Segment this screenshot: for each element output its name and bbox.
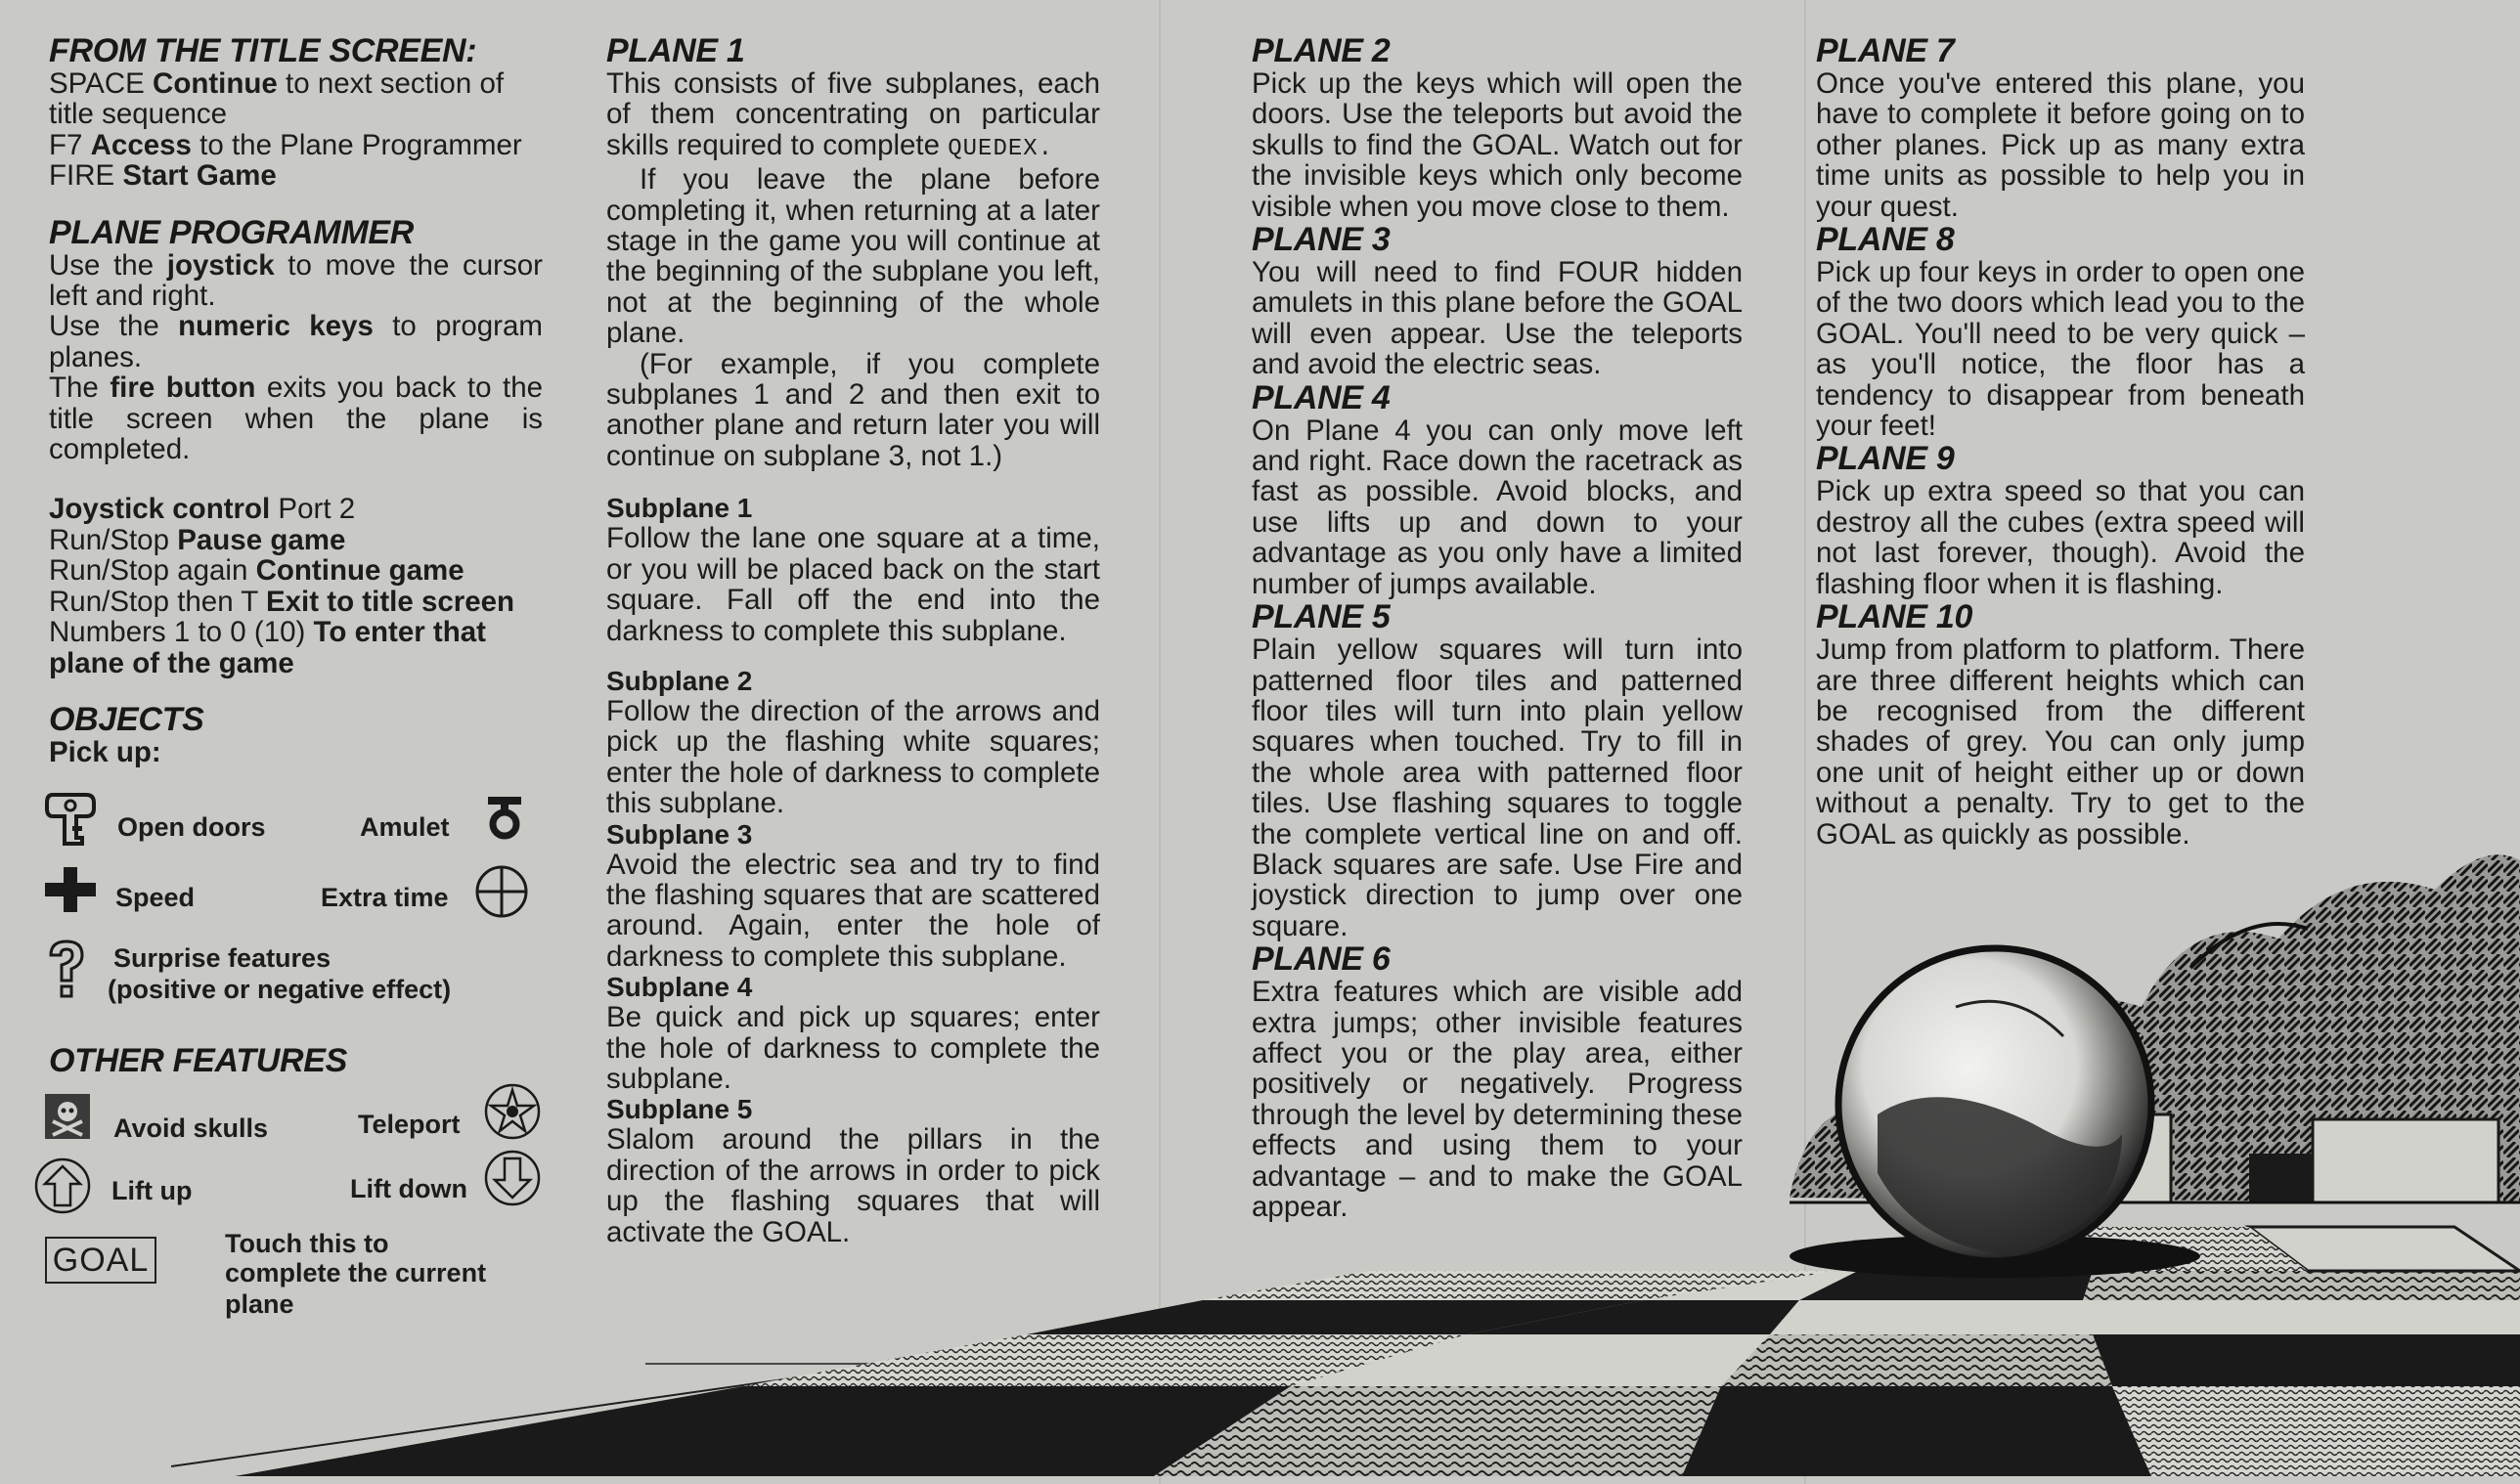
subplane4-text: Be quick and pick up squares; enter the hole of darkness to complete the subplane. [606,1001,1100,1095]
speed-label: Speed [115,883,196,913]
plane10-heading: PLANE 10 [1816,598,1973,636]
subplane2-heading: Subplane 2 [606,665,753,696]
pickup-label: Pick up: [49,735,161,768]
programmer-fire: The fire button exits you back to the title screen when the plane is completed. [49,371,544,466]
plane3-text: You will need to find FOUR hidden amulets in this plane before the GOAL will even appear. Use the teleports and avoid the electric seas. [1252,256,1743,381]
avoid-skulls-label: Avoid skulls [113,1113,269,1144]
lift-up-icon [33,1157,92,1215]
extra-time-icon [473,863,530,920]
lift-down-label: Lift down [350,1174,467,1204]
plus-icon [43,865,98,914]
plane8-heading: PLANE 8 [1816,221,1955,259]
legend-row-surprise [49,934,543,1016]
column-plane1 [606,33,1100,1247]
plane2-text: Pick up the keys which will open the doors. Use the teleports but avoid the skulls to find the GOAL. Watch out for the invisible keys which only become visible when you move close to them. [1252,67,1743,223]
subplane1-text: Follow the lane one square at a time, or you will be placed back on the start square. Fall off the end into the darkness to complete this subplane. [606,522,1100,647]
extra-time-label: Extra time [321,883,449,913]
subplane5-text: Slalom around the pillars in the direction of the arrows in order to pick up the flashing squares that will activate the GOAL. [606,1123,1100,1248]
subplane4-heading: Subplane 4 [606,972,753,1003]
amulet-icon [484,793,525,840]
plane7-text: Once you've entered this plane, you have to complete it before going on to other planes. Pick up as many extra time units as possible to help you in your quest. [1816,67,2305,223]
control-exit: Run/Stop then T Exit to title screen [49,585,515,618]
title-screen-heading: FROM THE TITLE SCREEN: [49,32,477,69]
amulet-label: Amulet [360,812,450,843]
teleport-icon [483,1082,542,1141]
legend-row-lifts [49,1162,543,1229]
objects-heading: OBJECTS [49,700,204,738]
skull-icon [43,1092,92,1141]
other-features-heading: OTHER FEATURES [49,1042,347,1080]
key-icon [43,787,104,848]
plane9-heading: PLANE 9 [1816,440,1955,478]
teleport-label: Teleport [358,1110,461,1140]
plane4-text: On Plane 4 you can only move left and right. Race down the racetrack as fast as possible. Avoid blocks, and use lifts up and down to your advantage as you only have a limited number of jumps available. [1252,414,1743,600]
legend-row-goal [49,1229,543,1319]
control-joystick: Joystick control Port 2 [49,493,356,526]
legend-row-keys [49,793,543,863]
control-numbers: Numbers 1 to 0 (10) To enter that plane of the game [49,616,486,679]
plane2-heading: PLANE 2 [1252,32,1391,69]
legend-row-skulls [49,1094,543,1162]
programmer-joystick: Use the joystick to move the cursor left and right. [49,248,543,313]
subplane1-heading: Subplane 1 [606,493,753,524]
title-line-f7: F7 Access to the Plane Programmer [49,128,522,161]
plane8-text: Pick up four keys in order to open one of the two doors which lead you to the GOAL. You'll need to be very quick – as you'll notice, the floor has a tendency to disappear from beneath your feet! [1816,256,2305,443]
plane3-heading: PLANE 3 [1252,221,1391,259]
title-line-fire: FIRE Start Game [49,159,277,193]
plane10-text: Jump from platform to platform. There are three different heights which can be recognised from the different shades of grey. You can only jump one unit of height either up or down without a penalty. Try to get to the GOAL as quickly as possible. [1816,633,2305,851]
plane5-heading: PLANE 5 [1252,598,1391,636]
column-planes-2-6 [1252,33,1743,1222]
title-line-space: SPACE Continue to next section of title sequence [49,67,505,131]
subplane3-text: Avoid the electric sea and try to find the flashing squares that are scattered around. Again, enter the hole of darkness to complete this subplane. [606,848,1100,973]
legend-row-speed [49,863,543,934]
control-pause: Run/Stop Pause game [49,523,346,556]
subplane2-text: Follow the direction of the arrows and pick up the flashing white squares; enter the hole of darkness to complete this subplane. [606,694,1100,820]
subplane5-heading: Subplane 5 [606,1094,753,1125]
plane5-text: Plain yellow squares will turn into patterned floor tiles and patterned floor tiles will turn into plain yellow squares when touched. Try to fill in the whole area with patterned floor tiles. Use flashing squares to toggle the complete vertical line on and off. Black squares are safe. Use Fire and joystick direction to jump over one square. [1252,633,1743,942]
lift-down-icon [483,1149,542,1207]
plane6-text: Extra features which are visible add extra jumps; other invisible features affect you or the play area, either positively or negatively. Progress through the level by determining these effects and using them to your advantage – and to make the GOAL appear. [1252,976,1743,1223]
plane-programmer-heading: PLANE PROGRAMMER [49,213,414,251]
subplane3-heading: Subplane 3 [606,818,753,850]
programmer-numeric: Use the numeric keys to program planes. [49,310,543,373]
lift-up-label: Lift up [111,1176,193,1206]
plane1-para2: If you leave the plane before completing it, when returning at a later stage in the game you will continue at the beginning of the subplane you left, not at the beginning of the whole plane. [606,163,1100,350]
surprise-effect-label: (positive or negative effect) [108,975,452,1005]
plane1-para3: (For example, if you complete subplanes 1 and 2 and then exit to another plane and return later you will continue on subplane 3, not 1.) [606,347,1100,472]
plane1-heading: PLANE 1 [606,32,745,69]
goal-desc-2: complete the current plane [225,1258,487,1319]
plane4-heading: PLANE 4 [1252,378,1391,416]
plane1-intro: This consists of five subplanes, each of them concentrating on particular skills required to complete QUEDEX. [606,67,1100,162]
goal-box: GOAL [45,1237,156,1284]
goal-desc-1: Touch this to [225,1229,389,1259]
open-doors-label: Open doors [117,812,266,843]
column-planes-7-10 [1816,33,2305,850]
plane6-heading: PLANE 6 [1252,940,1391,979]
column-controls [49,32,544,1319]
surprise-label: Surprise features [113,943,332,974]
plane9-text: Pick up extra speed so that you can destroy all the cubes (extra speed will not last forever, though). Avoid the flashing floor when it is flashing. [1816,475,2305,600]
plane7-heading: PLANE 7 [1816,32,1955,69]
question-icon [45,938,88,1000]
control-continue: Run/Stop again Continue game [49,554,464,588]
